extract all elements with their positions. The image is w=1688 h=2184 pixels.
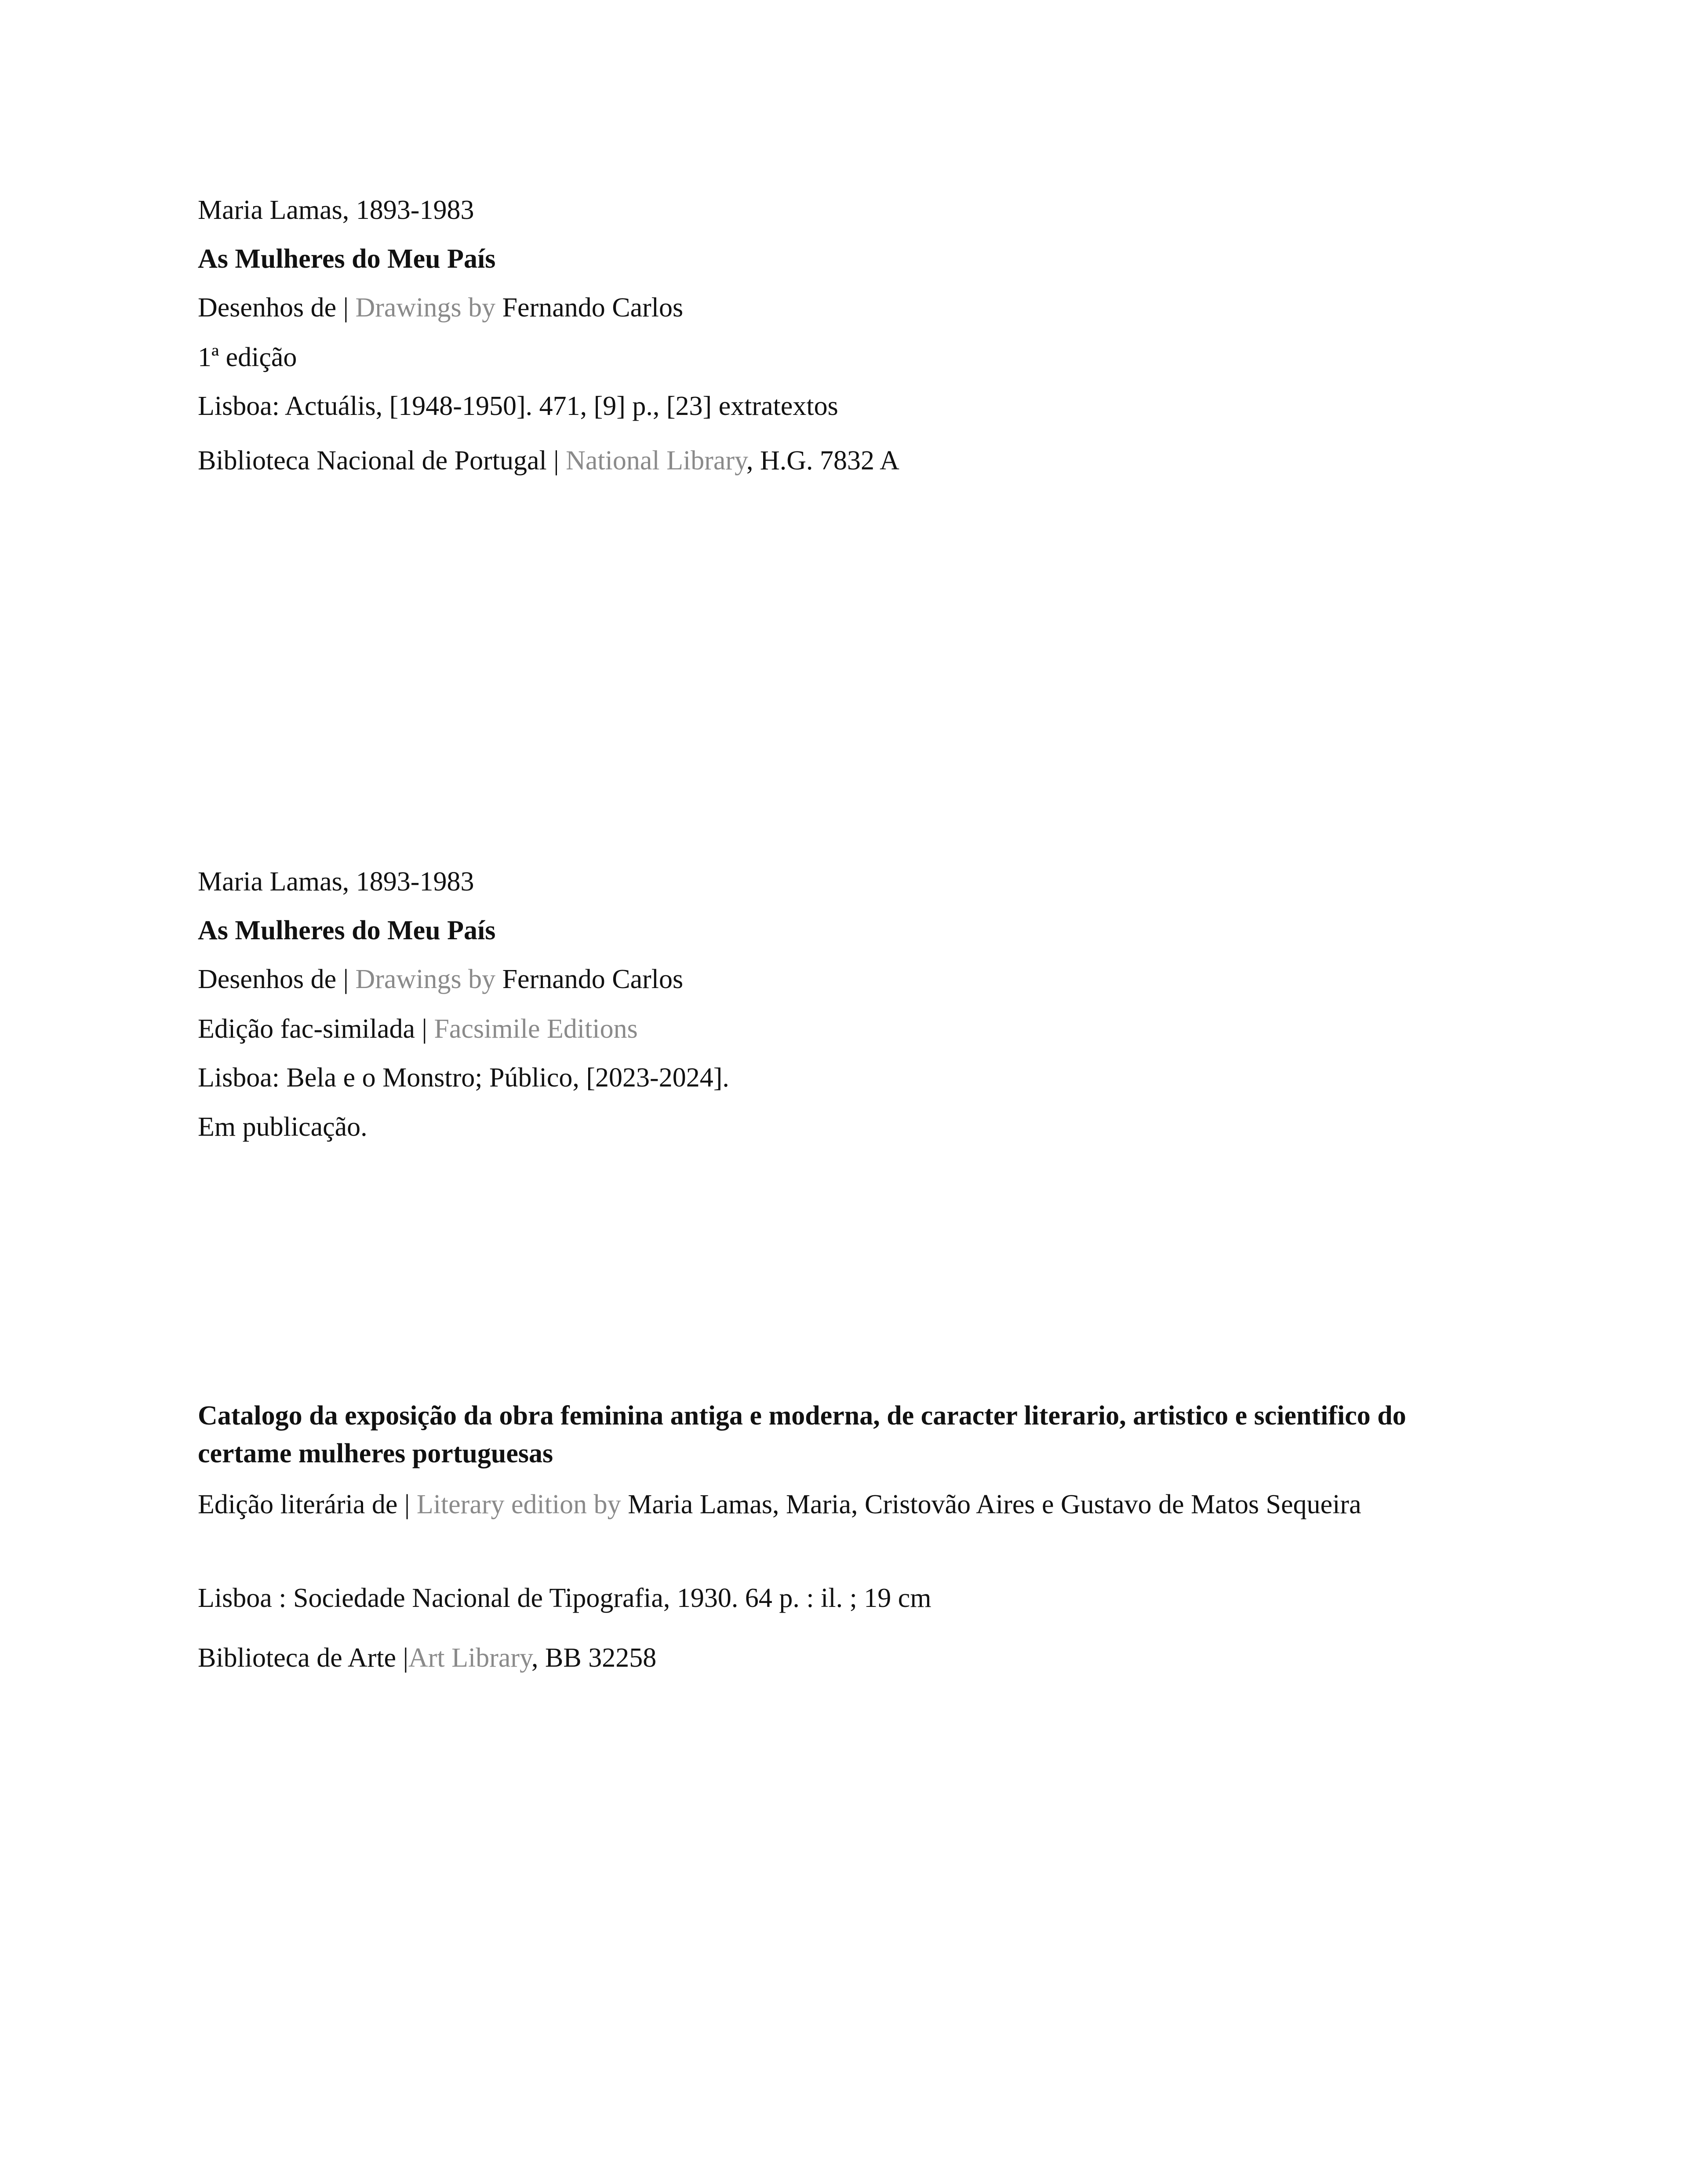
drawings-credit <box>198 962 683 997</box>
holding-label-pt: Biblioteca Nacional de Portugal | <box>198 446 566 476</box>
shelf-mark: , H.G. 7832 A <box>746 446 899 476</box>
imprint-line: Lisboa: Bela e o Monstro; Público, [2023-2024]. <box>198 1063 729 1093</box>
imprint-line: Lisboa: Actuális, [1948-1950]. 471, [9] p., [23] extratextos <box>198 391 838 421</box>
drawings-label-en: Drawings by <box>355 293 496 323</box>
edition-label-pt: Edição fac-similada | <box>198 1014 434 1044</box>
holding-label-en: National Library <box>566 446 746 476</box>
edition-line <box>198 1011 638 1047</box>
edition-label-en: Literary edition by <box>416 1490 621 1519</box>
drawings-label-en: Drawings by <box>355 964 496 994</box>
edition-label-pt: Edição literária de | <box>198 1490 417 1519</box>
drawings-label-pt: Desenhos de | <box>198 293 356 323</box>
imprint-line: Lisboa : Sociedade Nacional de Tipografia, 1930. 64 p. : il. ; 19 cm <box>198 1583 931 1613</box>
drawings-credit <box>198 290 683 325</box>
status-line: Em publicação. <box>198 1112 367 1142</box>
holding-line <box>198 1640 656 1675</box>
book-title: As Mulheres do Meu País <box>198 916 496 945</box>
drawings-label-pt: Desenhos de | <box>198 964 356 994</box>
shelf-mark: , BB 32258 <box>531 1643 657 1673</box>
book-title: As Mulheres do Meu País <box>198 244 496 274</box>
holding-label-en: Art Library <box>408 1643 532 1673</box>
author-line: Maria Lamas, 1893-1983 <box>198 867 474 897</box>
edition-credit <box>198 1486 1464 1523</box>
author-line: Maria Lamas, 1893-1983 <box>198 195 474 225</box>
holding-label-pt: Biblioteca de Arte | <box>198 1643 408 1673</box>
catalogue-title: Catalogo da exposição da obra feminina antiga e moderna, de caracter literario, artistico e scientifico do certame mulheres portuguesas <box>198 1401 1406 1468</box>
holding-line <box>198 443 899 478</box>
edition-line: 1ª edição <box>198 342 297 372</box>
editor-names: Maria Lamas, Maria, Cristovão Aires e Gustavo de Matos Sequeira <box>621 1490 1361 1519</box>
edition-label-en: Facsimile Editions <box>434 1014 638 1044</box>
illustrator-name: Fernando Carlos <box>495 293 684 323</box>
illustrator-name: Fernando Carlos <box>495 964 684 994</box>
